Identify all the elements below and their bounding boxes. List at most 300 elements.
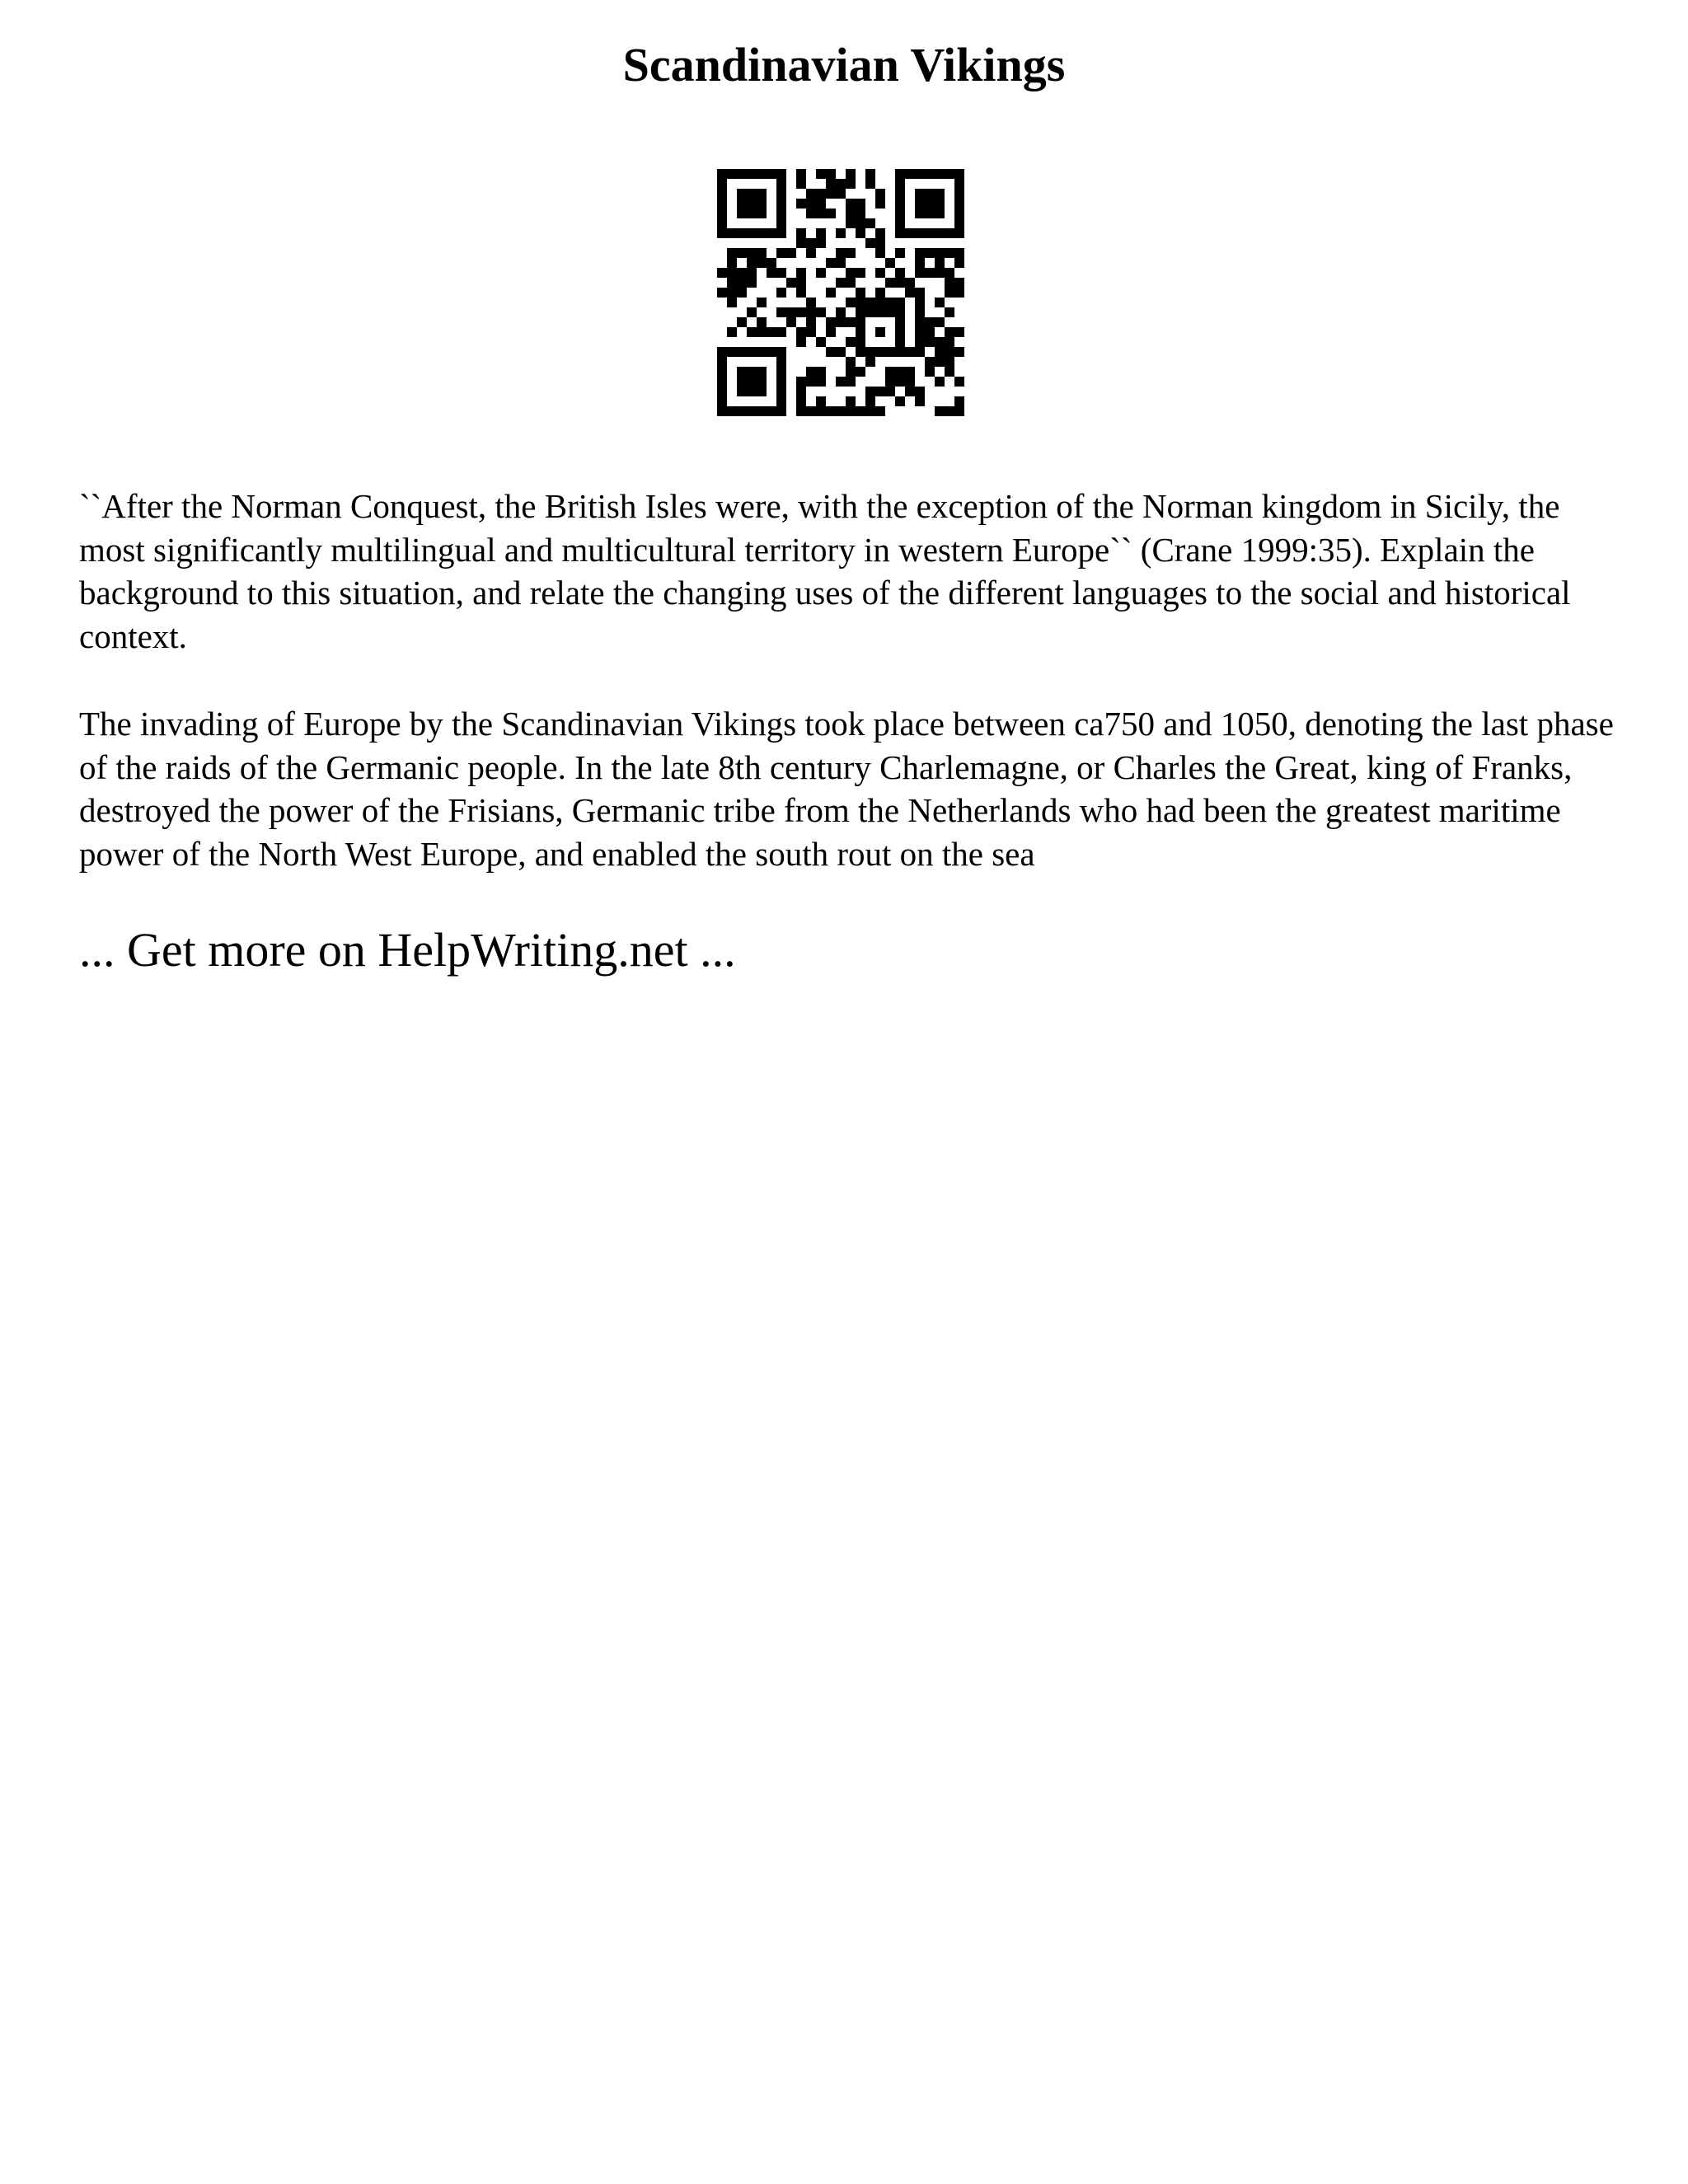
qr-module [806,189,816,199]
qr-module [954,218,964,228]
qr-module [856,337,865,347]
qr-module [945,357,954,367]
qr-module [846,248,856,258]
qr-module [954,189,964,199]
qr-module [836,248,846,258]
qr-module [776,268,786,278]
qr-module [776,377,786,387]
qr-module [757,199,767,209]
qr-module [826,347,836,357]
qr-module [846,298,856,307]
qr-module [915,396,925,406]
qr-module [885,387,895,396]
qr-module [737,189,747,199]
qr-module [865,169,875,179]
qr-module [776,248,786,258]
qr-module [836,179,846,189]
qr-module [875,298,885,307]
qr-module [816,307,826,317]
qr-module [757,387,767,396]
qr-module [806,298,816,307]
qr-module [836,347,846,357]
qr-module [925,228,935,238]
qr-module [885,278,895,288]
qr-module [925,327,935,337]
qr-module [905,387,915,396]
qr-module [945,327,954,337]
qr-module [856,209,865,218]
qr-module [757,228,767,238]
qr-module [776,357,786,367]
get-more-link[interactable]: ... Get more on HelpWriting.net ... [79,923,736,977]
qr-module [747,278,757,288]
qr-module [935,199,945,209]
body-paragraph: The invading of Europe by the Scandinavian Vikings took place between ca750 and 1050, denoting the last phase of the raids of the Germanic people. In the late 8th century Charlemagne, or Charles the Great, king of Franks, destroyed the power of the Frisians, Germanic tribe from the Netherlands who had been the greatest maritime power of the North West Europe, and enabled the south rout on the sea [79,705,1614,873]
qr-module [905,377,915,387]
qr-module [895,337,905,347]
qr-module [905,288,915,298]
qr-module [776,396,786,406]
qr-module [816,238,826,248]
qr-module [865,406,875,416]
qr-module [826,406,836,416]
qr-module [717,179,727,189]
qr-module [767,268,776,278]
qr-module [796,307,806,317]
qr-module [727,169,737,179]
qr-module [826,258,836,268]
qr-module [806,406,816,416]
qr-module [875,248,885,258]
qr-module [945,268,954,278]
qr-module [747,307,757,317]
qr-module [737,199,747,209]
qr-module [727,327,737,337]
qr-module [846,367,856,377]
qr-module [786,317,796,327]
qr-module [776,199,786,209]
qr-module [776,307,786,317]
qr-module [717,288,727,298]
qr-module [895,209,905,218]
qr-module [945,248,954,258]
qr-module [945,307,954,317]
qr-module [846,317,856,327]
qr-module [935,298,945,307]
qr-module [915,288,925,298]
qr-module [954,258,964,268]
qr-module [727,258,737,268]
qr-module [865,396,875,406]
qr-module [954,396,964,406]
qr-module [796,396,806,406]
qr-module [767,347,776,357]
qr-module [747,268,757,278]
qr-module [875,189,885,199]
qr-module [846,199,856,209]
qr-module [737,377,747,387]
qr-module [776,209,786,218]
qr-module [954,406,964,416]
qr-module [836,377,846,387]
qr-module [717,347,727,357]
qr-module [806,209,816,218]
qr-module [747,347,757,357]
qr-module [757,258,767,268]
qr-module [826,169,836,179]
qr-module [727,268,737,278]
qr-module [816,199,826,209]
qr-module [806,199,816,209]
qr-module [885,367,895,377]
qr-module [776,228,786,238]
qr-module [757,367,767,377]
qr-module [935,377,945,387]
qr-module [925,357,935,367]
qr-module [816,367,826,377]
qr-module [935,189,945,199]
qr-module [935,406,945,416]
qr-module [747,387,757,396]
qr-module [846,278,856,288]
qr-module [954,228,964,238]
qr-module [895,367,905,377]
qr-module [875,238,885,248]
qr-module [767,327,776,337]
qr-module [915,317,925,327]
qr-module [747,377,757,387]
qr-module [717,189,727,199]
qr-module [757,347,767,357]
qr-module [826,317,836,327]
qr-module [717,357,727,367]
qr-module [717,199,727,209]
qr-module [895,347,905,357]
qr-module [925,199,935,209]
qr-module [737,317,747,327]
qr-module [935,317,945,327]
qr-module [796,238,806,248]
qr-module [925,268,935,278]
qr-module [747,248,757,258]
qr-module [925,209,935,218]
qr-module [875,387,885,396]
qr-module [895,298,905,307]
qr-module [737,288,747,298]
qr-module [836,406,846,416]
qr-module [945,337,954,347]
qr-module [895,268,905,278]
qr-module [895,228,905,238]
qr-module [915,298,925,307]
qr-module [915,347,925,357]
qr-module [727,278,737,288]
qr-module [717,377,727,387]
qr-module [856,298,865,307]
qr-module [915,199,925,209]
qr-module [717,169,727,179]
qr-module [806,317,816,327]
qr-module [846,169,856,179]
qr-module [895,179,905,189]
qr-module [796,278,806,288]
qr-module [737,387,747,396]
qr-module [776,288,786,298]
qr-module [875,199,885,209]
qr-module [727,347,737,357]
qr-module [767,228,776,238]
qr-module [806,238,816,248]
qr-module [885,347,895,357]
qr-module [846,179,856,189]
qr-module [737,347,747,357]
qr-module [737,268,747,278]
qr-module [875,327,885,337]
qr-module [875,406,885,416]
qr-module [717,228,727,238]
qr-module [836,317,846,327]
qr-module [945,278,954,288]
qr-module [915,387,925,396]
qr-module [954,199,964,209]
qr-module [915,327,925,337]
qr-module [737,367,747,377]
qr-module [816,169,826,179]
qr-module [776,189,786,199]
qr-module [915,258,925,268]
qr-module [836,228,846,238]
qr-module [816,228,826,238]
qr-module [905,169,915,179]
qr-module [875,307,885,317]
qr-module [727,298,737,307]
qr-module [846,396,856,406]
qr-module [816,268,826,278]
qr-module [895,396,905,406]
qr-module [796,327,806,337]
qr-module [826,327,836,337]
qr-module [856,367,865,377]
qr-module [757,248,767,258]
qr-module [757,406,767,416]
qr-module [915,209,925,218]
qr-module [915,268,925,278]
qr-module [757,189,767,199]
qr-module [954,179,964,189]
qr-module [816,377,826,387]
qr-module [935,337,945,347]
qr-module [806,377,816,387]
qr-module [895,218,905,228]
qr-module [737,169,747,179]
qr-module [856,288,865,298]
qr-module [915,189,925,199]
qr-module [776,347,786,357]
qr-module [954,288,964,298]
qr-module [905,367,915,377]
qr-module [816,406,826,416]
qr-module [846,268,856,278]
qr-module [945,367,954,377]
qr-module [757,377,767,387]
qr-module [935,357,945,367]
qr-module [895,169,905,179]
question-paragraph: ``After the Norman Conquest, the British Isles were, with the exception of the Norman kingdom in Sicily, the most significantly multilingual and multicultural territory in western Europe`` (Crane 1999:35). Explain the background to this situation, and relate the changing uses of the different languages to the social and historical context. [79,487,1571,655]
qr-module [954,278,964,288]
qr-module [885,377,895,387]
qr-module [796,406,806,416]
qr-module [826,209,836,218]
qr-module [747,258,757,268]
qr-module [925,317,935,327]
qr-module [954,377,964,387]
qr-module [846,357,856,367]
qr-module [885,307,895,317]
qr-module [954,169,964,179]
qr-module [757,169,767,179]
qr-module [875,288,885,298]
qr-module [945,406,954,416]
qr-module [935,347,945,357]
qr-module [856,228,865,238]
qr-module [737,278,747,288]
qr-module [767,258,776,268]
qr-module [806,307,816,317]
qr-module [875,347,885,357]
qr-module [776,169,786,179]
qr-module [954,209,964,218]
qr-module [945,169,954,179]
qr-module [717,387,727,396]
qr-module [925,367,935,377]
qr-module [935,209,945,218]
qr-module [885,298,895,307]
qr-module [776,367,786,377]
qr-module [915,337,925,347]
page-title: Scandinavian Vikings [622,38,1066,91]
qr-module [796,337,806,347]
qr-module [826,189,836,199]
qr-module [945,347,954,357]
qr-module [776,218,786,228]
qr-code-icon [717,169,964,416]
qr-module [717,367,727,377]
qr-module [747,327,757,337]
qr-module [954,347,964,357]
qr-module [747,209,757,218]
qr-module [954,248,964,258]
qr-module [717,268,727,278]
qr-module [935,258,945,268]
qr-module [816,209,826,218]
qr-module [796,179,806,189]
qr-module [875,268,885,278]
qr-module [747,367,757,377]
qr-module [747,406,757,416]
qr-module [747,199,757,209]
qr-module [737,248,747,258]
qr-module [826,288,836,298]
qr-module [865,357,875,367]
qr-module [856,199,865,209]
qr-code[interactable] [717,169,964,416]
qr-module [895,278,905,288]
qr-module [796,377,806,387]
qr-module [717,406,727,416]
qr-module [905,278,915,288]
qr-module [925,248,935,258]
qr-module [865,298,875,307]
qr-module [796,288,806,298]
qr-module [875,228,885,238]
qr-module [954,327,964,337]
qr-module [737,209,747,218]
qr-module [737,406,747,416]
qr-module [925,169,935,179]
qr-module [796,268,806,278]
qr-module [895,307,905,317]
qr-module [895,377,905,387]
qr-module [945,288,954,298]
qr-module [796,199,806,209]
qr-module [865,387,875,396]
qr-module [935,228,945,238]
qr-module [796,387,806,396]
qr-module [737,228,747,238]
qr-module [776,387,786,396]
qr-module [776,179,786,189]
qr-module [865,347,875,357]
qr-module [885,258,895,268]
qr-module [856,307,865,317]
qr-module [836,307,846,317]
qr-module [856,347,865,357]
qr-module [786,248,796,258]
qr-module [856,317,865,327]
qr-module [757,298,767,307]
qr-module [846,218,856,228]
qr-module [846,337,856,347]
qr-module [757,209,767,218]
qr-module [915,307,925,317]
qr-module [846,406,856,416]
qr-module [925,189,935,199]
qr-module [856,406,865,416]
qr-module [826,179,836,189]
qr-module [925,337,935,347]
qr-module [806,248,816,258]
qr-module [767,406,776,416]
qr-module [836,258,846,268]
qr-module [816,396,826,406]
qr-module [895,248,905,258]
qr-module [895,189,905,199]
qr-module [945,228,954,238]
qr-module [806,367,816,377]
qr-module [767,169,776,179]
qr-module [796,169,806,179]
qr-module [776,406,786,416]
qr-module [836,278,846,288]
qr-module [935,169,945,179]
qr-module [905,347,915,357]
qr-module [717,396,727,406]
qr-module [905,228,915,238]
qr-module [856,327,865,337]
qr-module [747,189,757,199]
qr-module [727,288,737,298]
qr-module [856,218,865,228]
